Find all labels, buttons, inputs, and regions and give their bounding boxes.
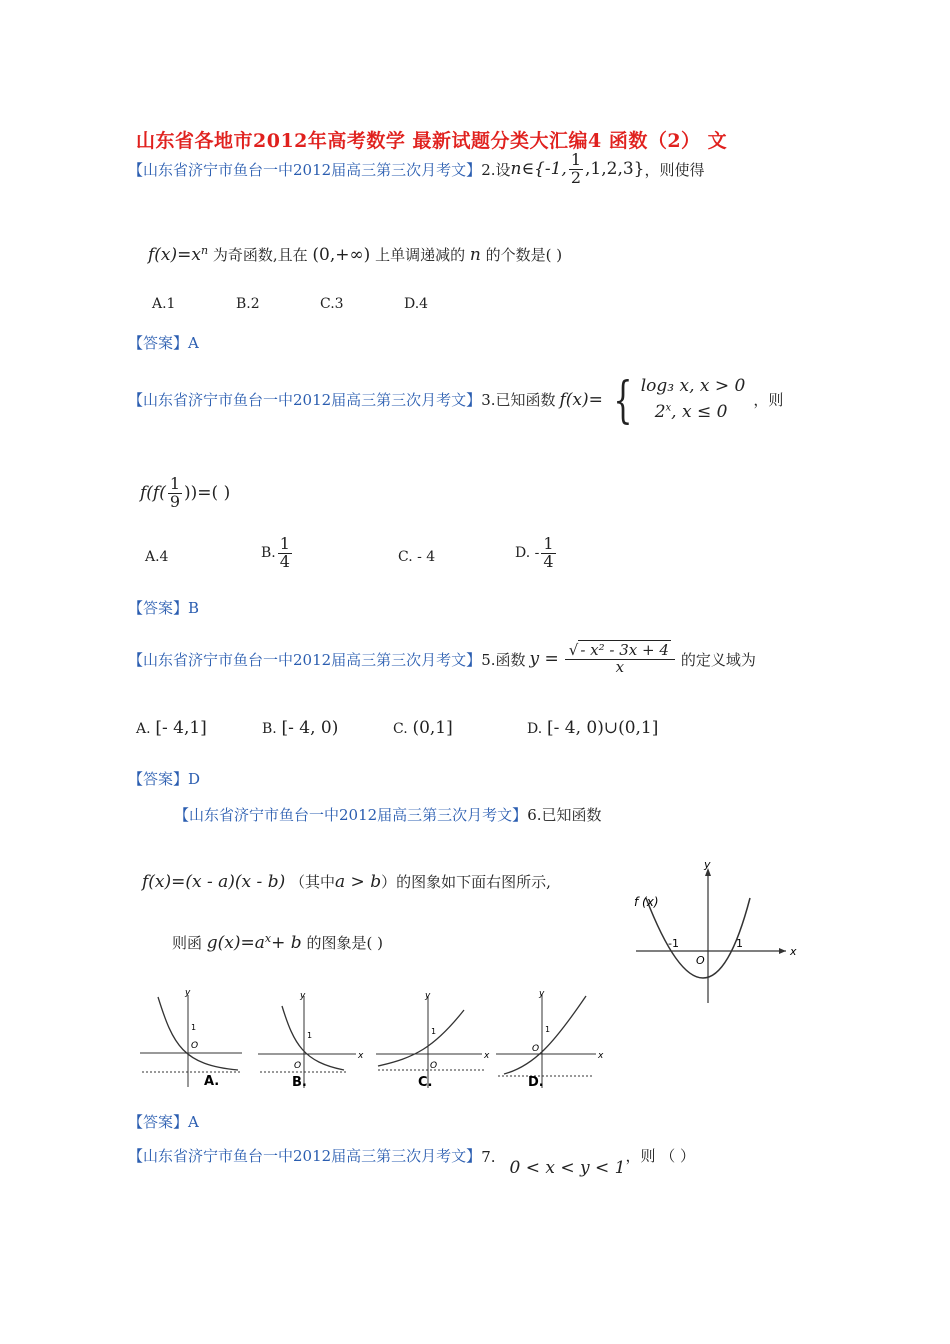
q6-choice-a-graph: [138, 985, 246, 1090]
q3-expr-num: 1: [169, 474, 181, 493]
q3-optb-den: 4: [279, 551, 290, 571]
q5-answer: [128, 768, 200, 789]
q7-tail: ，则 （ ）: [625, 1147, 696, 1165]
q5-opt-b-label: B.: [262, 721, 277, 737]
q5-lead: 5.函数: [481, 650, 526, 669]
q3-optb-label: B.: [261, 545, 276, 562]
tick-label: 1: [431, 1027, 437, 1036]
question-7-line-1: [128, 1145, 696, 1178]
q5-option-d: [527, 718, 658, 738]
q2-answer-value: A: [188, 334, 199, 352]
x-axis-label: x: [790, 945, 797, 958]
origin-label: O: [532, 1044, 540, 1054]
choice-label: D.: [528, 1075, 544, 1090]
q6-choice-d-graph: [494, 988, 606, 1090]
q3-expr-post: ))=( ): [184, 483, 231, 504]
curve: [158, 997, 238, 1070]
q2-set-post: ,1,2,3}: [585, 159, 645, 180]
q6-gx-post: + b: [271, 933, 302, 953]
q6-fx-graph: [628, 858, 798, 1008]
q6-answer: [128, 1111, 199, 1132]
q5-opt-c-label: C.: [393, 721, 408, 737]
q7-lead: 7.: [481, 1148, 496, 1166]
curve: [504, 996, 586, 1074]
q5-tail: 的定义域为: [680, 650, 756, 669]
q3-option-a: A.4: [145, 549, 169, 565]
question-source: 【山东省济宁市鱼台一中2012届高三第三次月考文】: [128, 650, 482, 669]
q3-answer: [128, 597, 199, 618]
q2-mid: 为奇函数,且在: [212, 246, 308, 264]
q5-y-eq: y =: [529, 649, 559, 670]
q2-interval: (0,+∞): [312, 245, 371, 265]
origin-label: O: [294, 1061, 302, 1071]
q2-option-a: A.1: [152, 296, 176, 312]
origin-label: O: [430, 1061, 438, 1071]
q3-cases: [641, 374, 746, 425]
question-source: 【山东省济宁市鱼台一中2012届高三第三次月考文】: [128, 1147, 482, 1165]
answer-label: 【答案】: [128, 770, 189, 788]
x-axis-label: x: [598, 1051, 604, 1061]
q3-option-c: C. - 4: [398, 549, 436, 565]
q3-case2-post: , x ≤ 0: [671, 401, 728, 422]
origin-label: O: [696, 954, 705, 967]
q5-numerator: √ - x² - 3x + 4: [565, 643, 675, 660]
q2-lead: 2.设: [481, 160, 511, 179]
q2-exp: n: [200, 244, 209, 257]
q3-optb-frac: [278, 536, 292, 571]
q5-opt-b-value: [- 4, 0): [281, 718, 339, 738]
q6-answer-value: A: [188, 1113, 199, 1131]
choice-label: B.: [292, 1075, 307, 1090]
x-axis-label: x: [484, 1051, 490, 1061]
y-axis-label: y: [300, 991, 306, 1001]
q5-opt-c-value: (0,1]: [412, 718, 453, 738]
q3-expr-pre: f(f(: [140, 483, 166, 504]
q6-line2-post: 的图象是( ): [306, 934, 383, 952]
question-6-line-2: [142, 871, 551, 892]
q2-tail: ，则使得: [644, 160, 705, 179]
q6-gx: g(x)=a: [206, 933, 265, 953]
q3-piecewise: [607, 370, 746, 429]
q3-tail: ，则: [753, 391, 784, 409]
q6-choice-b-graph: [256, 990, 366, 1090]
answer-label: 【答案】: [128, 599, 189, 617]
q7-expr: 0 < x < y < 1: [509, 1158, 626, 1178]
q5-opt-d-value: [- 4, 0)∪(0,1]: [546, 718, 659, 738]
q3-option-d: [515, 536, 558, 571]
q3-optd-den: 4: [543, 551, 554, 571]
x-axis-arrow-icon: [779, 948, 786, 954]
q3-optd-frac: [541, 536, 555, 571]
answer-label: 【答案】: [128, 1113, 189, 1131]
question-2-line-1: [128, 152, 705, 187]
q2-post: 上单调递减的: [375, 246, 466, 264]
q6-cond: a > b: [335, 872, 382, 892]
q5-denominator: x: [615, 657, 625, 676]
q2-end: 的个数是( ): [485, 246, 563, 264]
q5-opt-a-value: [- 4,1]: [155, 718, 207, 738]
q2-option-c: C.3: [320, 296, 344, 312]
q3-expr-den: 9: [169, 491, 181, 511]
q6-line2-pre: 则函: [172, 934, 203, 952]
tick-label: 1: [191, 1023, 197, 1032]
q3-answer-value: B: [188, 599, 200, 617]
q5-option-b: [262, 718, 338, 738]
q5-answer-value: D: [188, 770, 201, 788]
q2-option-d: D.4: [404, 296, 429, 312]
question-2-line-2: [148, 244, 562, 265]
q2-answer: [128, 332, 199, 353]
choice-label: A.: [204, 1074, 220, 1089]
y-axis-label: y: [704, 858, 711, 871]
q2-set-pre: n∈{-1,: [510, 159, 567, 180]
origin-label: O: [191, 1041, 199, 1051]
q6-cond-pre: （其中: [290, 873, 336, 891]
q3-optd-num: 1: [543, 534, 554, 553]
q3-lead: 3.已知函数: [481, 391, 556, 409]
tick-pos-label: 1: [736, 937, 743, 950]
q3-expr-frac: [168, 476, 182, 511]
question-5-line-1: [128, 643, 756, 676]
question-source: 【山东省济宁市鱼台一中2012届高三第三次月考文】: [128, 391, 482, 409]
q3-optd-label: D. -: [515, 545, 540, 562]
q2-frac-den: 2: [570, 167, 581, 187]
left-brace: {: [613, 370, 633, 429]
q6-gx-exp: x: [264, 932, 272, 945]
y-axis-label: y: [425, 991, 431, 1001]
x-axis-label: x: [358, 1051, 364, 1061]
q3-optb-num: 1: [279, 534, 290, 553]
question-3-line-1: [128, 370, 784, 429]
question-source: 【山东省济宁市鱼台一中2012届高三第三次月考文】: [174, 806, 528, 824]
tick-neg-label: -1: [668, 937, 679, 950]
q5-opt-a-label: A.: [136, 721, 151, 737]
q6-cond-post: ）的图象如下面右图所示,: [381, 873, 551, 891]
q3-fx: f(x)=: [559, 389, 603, 410]
q3-case-2: [641, 400, 746, 426]
q3-case2-exp: x: [665, 401, 672, 413]
q5-option-a: [136, 718, 207, 738]
y-axis-label: y: [185, 988, 191, 998]
q6-choice-c-graph: [374, 990, 492, 1090]
q2-n: n: [469, 245, 481, 265]
q5-radicand: - x² - 3x + 4: [580, 641, 669, 659]
q5-opt-d-label: D.: [527, 721, 543, 737]
q2-option-b: B.2: [236, 296, 260, 312]
question-6-line-1: [174, 804, 602, 825]
page-title: 山东省各地市2012年高考数学 最新试题分类大汇编4 函数（2） 文: [136, 130, 728, 152]
q5-fraction: [565, 643, 675, 676]
question-3-line-2: [140, 476, 230, 511]
y-axis-label: y: [539, 989, 545, 999]
answer-label: 【答案】: [128, 334, 189, 352]
q3-option-b: [261, 536, 294, 571]
question-source: 【山东省济宁市鱼台一中2012届高三第三次月考文】: [128, 160, 482, 179]
choice-label: C.: [418, 1075, 433, 1090]
question-6-line-3: [172, 932, 383, 953]
q6-fx-expr: f(x)=(x - a)(x - b): [142, 872, 286, 892]
q2-frac-num: 1: [570, 150, 581, 169]
tick-label: 1: [545, 1025, 551, 1034]
q5-option-c: [393, 718, 453, 738]
q3-case-1: log₃ x, x > 0: [640, 376, 746, 396]
curve: [282, 1006, 344, 1070]
curve: [378, 1010, 464, 1066]
q2-fx: f(x)=x: [148, 245, 201, 265]
q2-fraction: [569, 152, 583, 187]
q3-case2-base: 2: [654, 401, 666, 422]
q6-lead: 6.已知函数: [527, 806, 602, 824]
fx-label: f (x): [634, 895, 659, 909]
tick-label: 1: [307, 1031, 313, 1040]
